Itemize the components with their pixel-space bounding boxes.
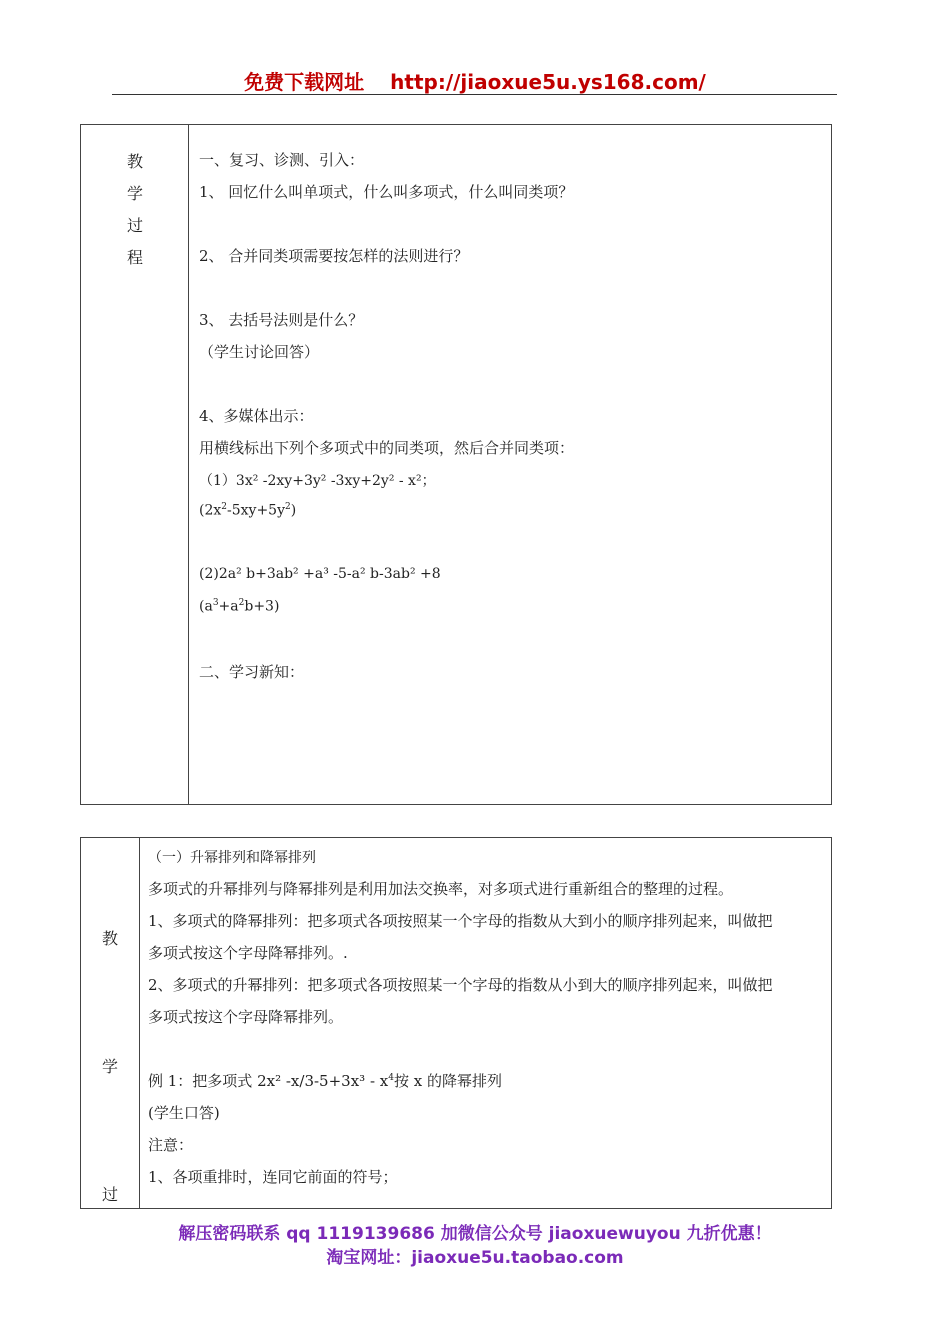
side-label-char: 学 bbox=[102, 1057, 119, 1076]
teaching-process-table-1 bbox=[80, 124, 832, 805]
side-label-char: 学 bbox=[127, 184, 144, 203]
header-url-link[interactable]: http://jiaoxue5u.ys168.com/ bbox=[390, 70, 706, 94]
heading-review: 一、复习、诊测、引入： bbox=[199, 151, 365, 169]
footer-taobao-link[interactable]: 淘宝网址：jiaoxue5u.taobao.com bbox=[326, 1248, 624, 1268]
header-rule bbox=[112, 94, 837, 95]
note-heading: 注意： bbox=[148, 1136, 194, 1154]
ascending-definition-2: 多项式按这个字母降幂排列。 bbox=[148, 1008, 344, 1026]
student-discussion-note: （学生讨论回答） bbox=[199, 343, 320, 361]
exercise-1-answer: $(2x^2-5xy+5y^2)$ bbox=[199, 502, 297, 519]
question-2: 2、 合并同类项需要按怎样的法则进行？ bbox=[199, 247, 469, 265]
column-divider bbox=[139, 838, 140, 1208]
teaching-process-table-2 bbox=[80, 837, 832, 1209]
multimedia-heading: 4、多媒体出示： bbox=[199, 407, 314, 425]
exercise-2-expression: (2)2a² b+3ab² +a³ -5-a² b-3ab² +8 bbox=[199, 566, 441, 582]
side-label-char: 过 bbox=[127, 216, 144, 235]
exercise-1-expression: （1）3x² -2xy+3y² -3xy+2y² - x²； bbox=[199, 473, 436, 489]
descending-definition-2: 多项式按这个字母降幂排列。. bbox=[148, 944, 348, 962]
exercise-2-answer: $(a^3+a^2b+3)$ bbox=[199, 598, 280, 615]
column-divider bbox=[188, 125, 189, 804]
example-1: 例 1：把多项式 2x² $-x/3-5+3x^3 - x^4$按 x 的降幂排列 bbox=[148, 1072, 502, 1090]
header-label: 免费下载网址 bbox=[244, 70, 365, 94]
note-1: 1、各项重排时，连同它前面的符号； bbox=[148, 1168, 398, 1186]
side-label-char: 教 bbox=[102, 929, 119, 948]
ordering-intro: 多项式的升幂排列与降幂排列是利用加法交换率，对多项式进行重新组合的整理的过程。 bbox=[148, 880, 734, 898]
exercise-instruction: 用横线标出下列个多项式中的同类项，然后合并同类项： bbox=[199, 439, 575, 457]
side-label-char: 教 bbox=[127, 152, 144, 171]
page-header bbox=[0, 66, 950, 95]
heading-new-knowledge: 二、学习新知： bbox=[199, 663, 305, 681]
footer-contact: 解压密码联系 qq 1119139686 加微信公众号 jiaoxuewuyou 九折优惠！ bbox=[178, 1224, 772, 1244]
student-oral-answer: (学生口答) bbox=[148, 1104, 220, 1122]
subheading-ordering: （一）升幂排列和降幂排列 bbox=[148, 850, 316, 866]
ascending-definition-1: 2、多项式的升幂排列：把多项式各项按照某一个字母的指数从小到大的顺序排列起来，叫做把 bbox=[148, 976, 773, 994]
question-1: 1、 回忆什么叫单项式，什么叫多项式，什么叫同类项？ bbox=[199, 183, 574, 201]
question-3: 3、 去括号法则是什么？ bbox=[199, 311, 364, 329]
descending-definition-1: 1、多项式的降幂排列：把多项式各项按照某一个字母的指数从大到小的顺序排列起来，叫做把 bbox=[148, 912, 773, 930]
side-label-char: 过 bbox=[102, 1185, 119, 1204]
side-label-char: 程 bbox=[127, 248, 144, 267]
